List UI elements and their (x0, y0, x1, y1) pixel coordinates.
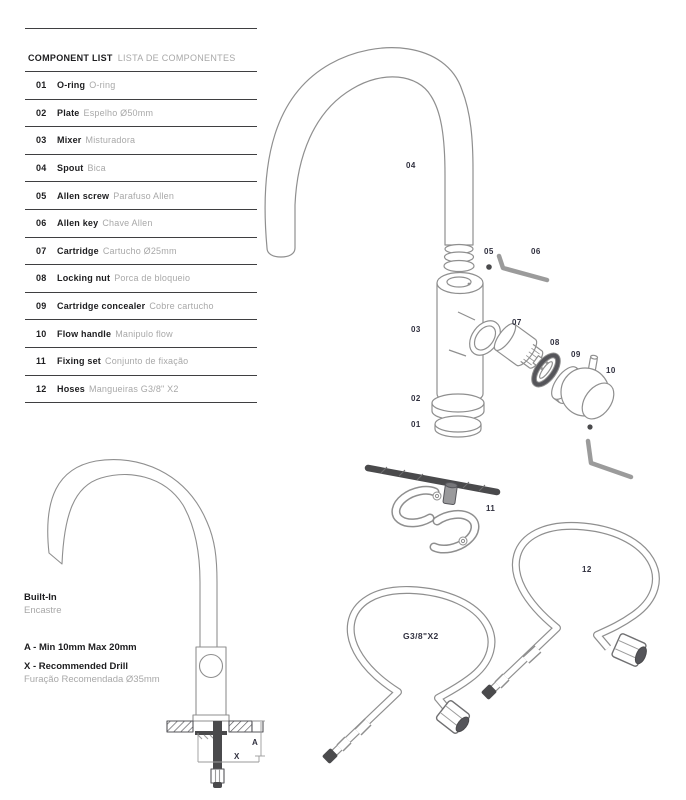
component-list-header (25, 29, 257, 72)
component-number: 09 (36, 301, 47, 312)
component-row (25, 210, 257, 238)
component-name-pt: Espelho Ø50mm (83, 107, 154, 118)
part-label-locking-nut: 08 (550, 338, 560, 347)
component-row (25, 155, 257, 183)
component-number: 07 (36, 245, 47, 256)
component-name-en: Cartridge (57, 245, 99, 256)
component-row (25, 320, 257, 348)
component-number: 02 (36, 107, 47, 118)
component-name-en: Cartridge concealer (57, 301, 146, 312)
component-name-en: Hoses (57, 383, 86, 394)
component-name-en: Plate (57, 107, 80, 118)
component-list (25, 28, 257, 403)
component-number: 08 (36, 273, 47, 284)
component-row (25, 238, 257, 266)
component-name-en: Fixing set (57, 356, 102, 367)
part-label-concealer: 09 (571, 350, 581, 359)
component-name-en: Locking nut (57, 273, 111, 284)
component-number: 11 (36, 356, 46, 367)
component-name-en: Mixer (57, 135, 82, 146)
allen-screw-part (486, 264, 492, 270)
component-name-pt: Bica (87, 163, 106, 174)
component-number: 10 (36, 328, 47, 339)
fixing-set-drawing (368, 467, 497, 549)
component-list-title-pt: LISTA DE COMPONENTES (117, 53, 236, 63)
component-name-en: O-ring (57, 80, 86, 91)
component-row (25, 72, 257, 100)
component-row (25, 376, 257, 404)
component-name-pt: Mangueiras G3/8" X2 (89, 383, 179, 394)
component-name-pt: Cobre cartucho (149, 301, 214, 312)
component-row (25, 182, 257, 210)
spout-part (265, 48, 473, 257)
component-name-pt: Manipulo flow (115, 328, 173, 339)
component-name-pt: Porca de bloqueio (114, 273, 191, 284)
dimension-x-note-pt: Furação Recomendada Ø35mm (24, 674, 160, 685)
component-number: 05 (36, 190, 47, 201)
dimension-x-note-en: X - Recommended Drill (24, 661, 128, 672)
part-label-mixer: 03 (411, 325, 421, 334)
component-row (25, 100, 257, 128)
part-label-fixing-set: 11 (486, 504, 496, 513)
part-label-cartridge: 07 (512, 318, 522, 327)
part-label-allen-key: 06 (531, 247, 541, 256)
component-name-en: Allen key (57, 218, 99, 229)
component-number: 03 (36, 135, 47, 146)
part-label-spout: 04 (406, 161, 416, 170)
part-label-oring: 01 (411, 420, 421, 429)
part-label-plate: 02 (411, 394, 421, 403)
builtin-notes (24, 591, 160, 686)
component-name-en: Flow handle (57, 328, 112, 339)
exploded-faucet-drawing (265, 48, 631, 477)
part-label-allen-screw: 05 (484, 247, 494, 256)
dim-label-x: X (234, 752, 240, 761)
component-list-title-en: COMPONENT LIST (28, 53, 113, 63)
part-label-flow-handle: 10 (606, 366, 616, 375)
component-name-en: Allen screw (57, 190, 110, 201)
component-row (25, 127, 257, 155)
hose-spec-label: G3/8"X2 (403, 631, 439, 641)
component-name-pt: Conjunto de fixação (105, 356, 189, 367)
component-number: 12 (36, 383, 47, 394)
component-name-pt: Parafuso Allen (113, 190, 175, 201)
component-row (25, 293, 257, 321)
component-name-en: Spout (57, 163, 84, 174)
component-name-pt: Misturadora (85, 135, 136, 146)
component-name-pt: O-ring (89, 80, 116, 91)
part-label-hoses: 12 (582, 565, 592, 574)
builtin-title-en: Built-In (24, 592, 57, 603)
component-row (25, 265, 257, 293)
component-name-pt: Chave Allen (102, 218, 153, 229)
dimension-a-note: A - Min 10mm Max 20mm (24, 642, 137, 653)
builtin-title-pt: Encastre (24, 605, 62, 616)
allen-key-part (499, 256, 547, 280)
hoses-drawing (322, 526, 656, 764)
component-name-pt: Cartucho Ø25mm (102, 245, 177, 256)
component-number: 01 (36, 80, 47, 91)
dim-label-a: A (252, 738, 259, 747)
component-number: 06 (36, 218, 47, 229)
component-number: 04 (36, 163, 47, 174)
component-row (25, 348, 257, 376)
